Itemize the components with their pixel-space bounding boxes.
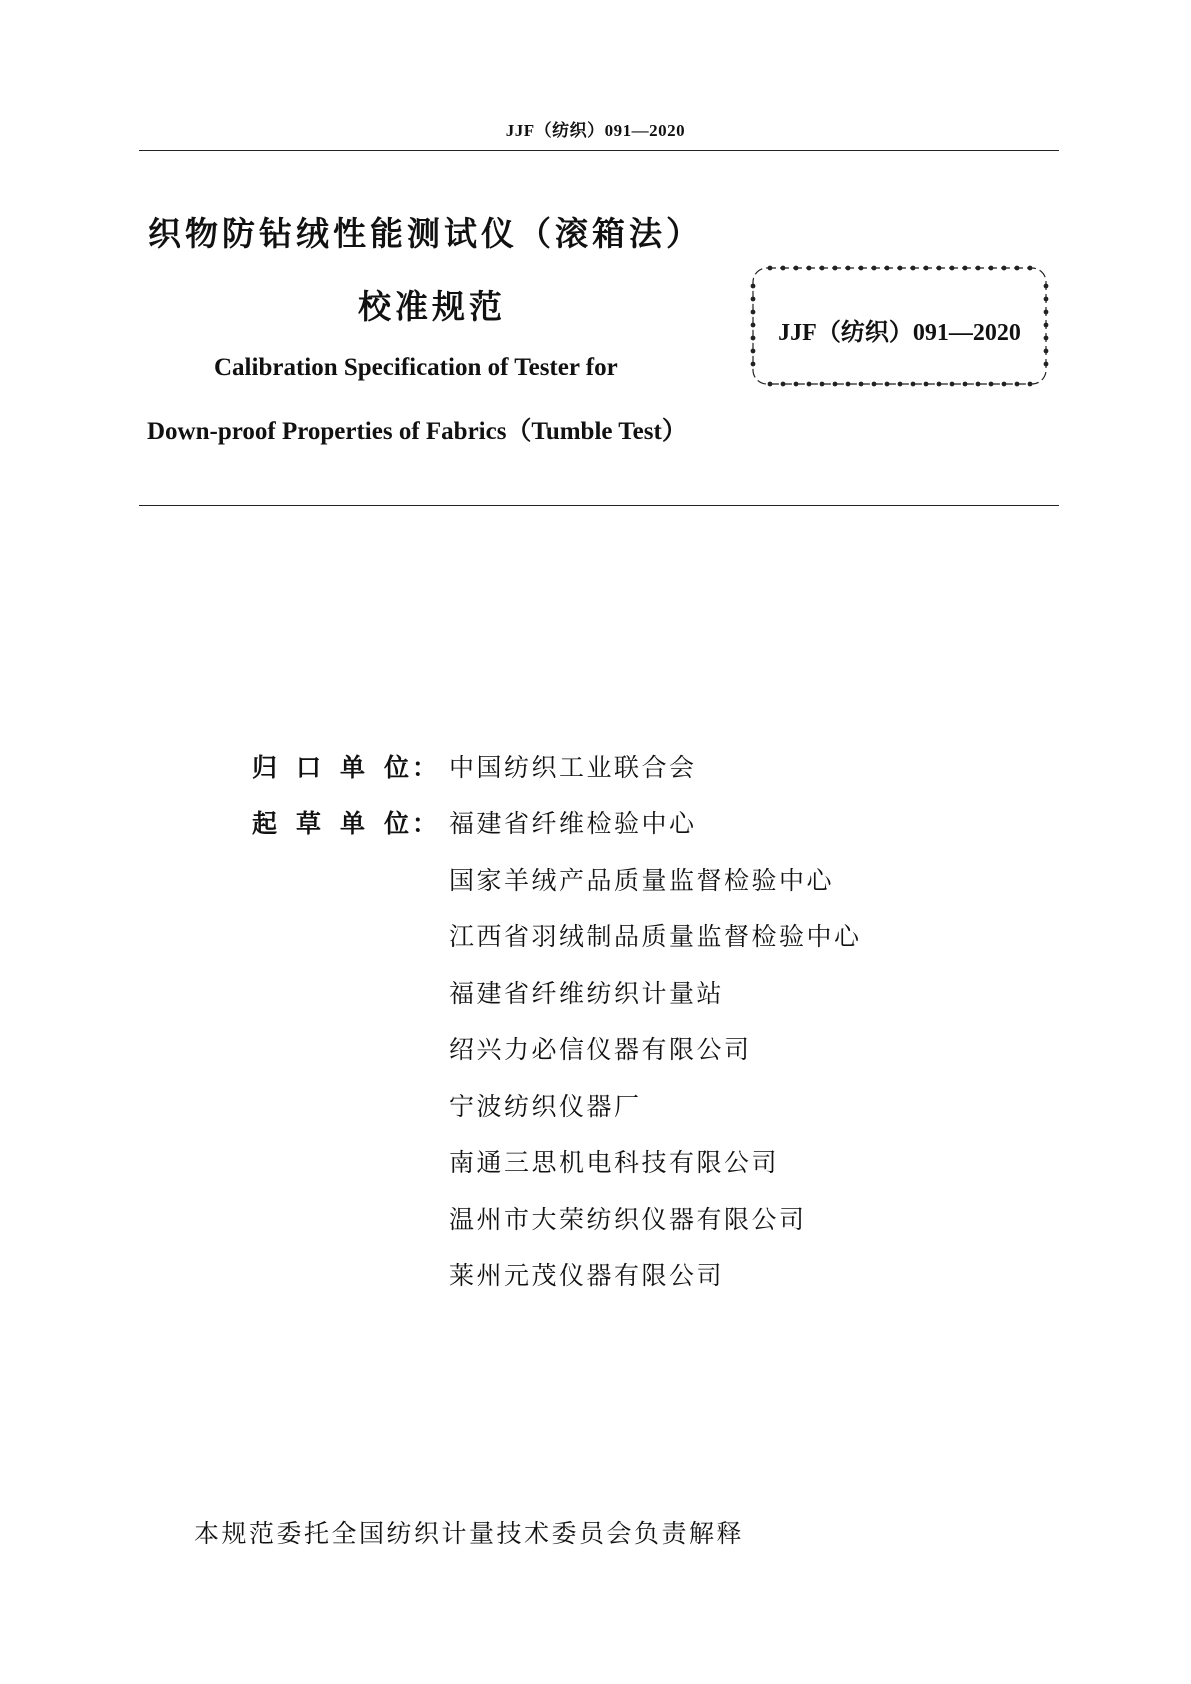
drafting-unit-item: 温州市大荣纺织仪器有限公司 <box>449 1205 807 1234</box>
title-bottom-divider <box>139 505 1059 506</box>
border-dot <box>989 266 994 271</box>
border-dot <box>794 266 799 271</box>
label-char: 归 <box>252 753 278 782</box>
border-dot <box>1015 382 1020 387</box>
drafting-unit-label <box>252 804 437 840</box>
title-chinese-line-1: 织物防钻绒性能测试仪（滚箱法） <box>148 214 703 253</box>
border-dot <box>989 382 994 387</box>
border-dot <box>1028 382 1033 387</box>
border-dot <box>820 382 825 387</box>
code-box-label: JJF（纺织）091—2020 <box>778 320 1021 346</box>
border-dot <box>751 284 756 289</box>
header-standard-code: JJF（纺织）091—2020 <box>505 121 686 140</box>
border-dot <box>768 382 773 387</box>
border-dot <box>1044 284 1049 289</box>
border-dot <box>924 382 929 387</box>
border-dot <box>751 297 756 302</box>
border-dot <box>833 382 838 387</box>
border-dot <box>950 382 955 387</box>
title-english-line-2: Down-proof Properties of Fabrics（Tumble Test） <box>147 418 687 445</box>
border-dot <box>781 266 786 271</box>
drafting-unit-item: 宁波纺织仪器厂 <box>449 1092 642 1121</box>
label-char: 位 <box>384 753 410 782</box>
border-dot <box>1002 266 1007 271</box>
border-dot <box>1002 382 1007 387</box>
label-char: 口 <box>296 753 322 782</box>
border-dot <box>937 266 942 271</box>
border-dot <box>911 266 916 271</box>
border-dot <box>820 266 825 271</box>
drafting-unit-item: 国家羊绒产品质量监督检验中心 <box>449 866 835 895</box>
border-dots-top <box>768 266 1033 271</box>
border-dot <box>976 266 981 271</box>
border-dot <box>937 382 942 387</box>
border-dot <box>963 382 968 387</box>
label-colon: ： <box>412 753 438 782</box>
border-dot <box>1044 297 1049 302</box>
border-dots-bottom <box>768 382 1033 387</box>
drafting-unit-item: 绍兴力必信仪器有限公司 <box>449 1035 752 1064</box>
title-english-line-1: Calibration Specification of Tester for <box>214 354 618 381</box>
interpretation-note: 本规范委托全国纺织计量技术委员会负责解释 <box>194 1519 745 1548</box>
border-dot <box>859 266 864 271</box>
border-dot <box>794 382 799 387</box>
drafting-unit-item: 南通三思机电科技有限公司 <box>449 1148 780 1177</box>
border-dot <box>1044 362 1049 367</box>
border-dot <box>846 382 851 387</box>
drafting-unit-item: 福建省纤维检验中心 <box>449 809 697 838</box>
label-char: 单 <box>340 753 366 782</box>
drafting-unit-item: 莱州元茂仪器有限公司 <box>449 1261 725 1290</box>
responsible-unit-value: 中国纺织工业联合会 <box>449 753 697 782</box>
border-dot <box>768 266 773 271</box>
label-char: 单 <box>340 809 366 838</box>
standard-code-box <box>748 262 1051 390</box>
border-dot <box>846 266 851 271</box>
border-dot <box>1028 266 1033 271</box>
border-dot <box>1015 266 1020 271</box>
border-dot <box>833 266 838 271</box>
border-dot <box>859 382 864 387</box>
label-char: 位 <box>384 809 410 838</box>
border-dot <box>781 382 786 387</box>
drafting-unit-item: 福建省纤维纺织计量站 <box>449 979 725 1008</box>
border-dot <box>976 382 981 387</box>
top-divider <box>139 150 1059 151</box>
responsible-unit-label <box>252 748 437 784</box>
border-dot <box>807 266 812 271</box>
border-dot <box>807 382 812 387</box>
border-dot <box>885 382 890 387</box>
border-dot <box>872 266 877 271</box>
border-dot <box>885 266 890 271</box>
border-dot <box>924 266 929 271</box>
border-dot <box>751 362 756 367</box>
border-dot <box>1044 349 1049 354</box>
border-dot <box>898 266 903 271</box>
label-char: 草 <box>296 809 322 838</box>
border-dot <box>898 382 903 387</box>
drafting-unit-item: 江西省羽绒制品质量监督检验中心 <box>449 922 862 951</box>
border-dot <box>751 349 756 354</box>
title-chinese-line-2: 校准规范 <box>358 287 506 326</box>
border-dot <box>911 382 916 387</box>
border-dot <box>963 266 968 271</box>
border-dot <box>950 266 955 271</box>
label-char: 起 <box>252 809 278 838</box>
label-colon: ： <box>412 809 438 838</box>
border-dot <box>872 382 877 387</box>
